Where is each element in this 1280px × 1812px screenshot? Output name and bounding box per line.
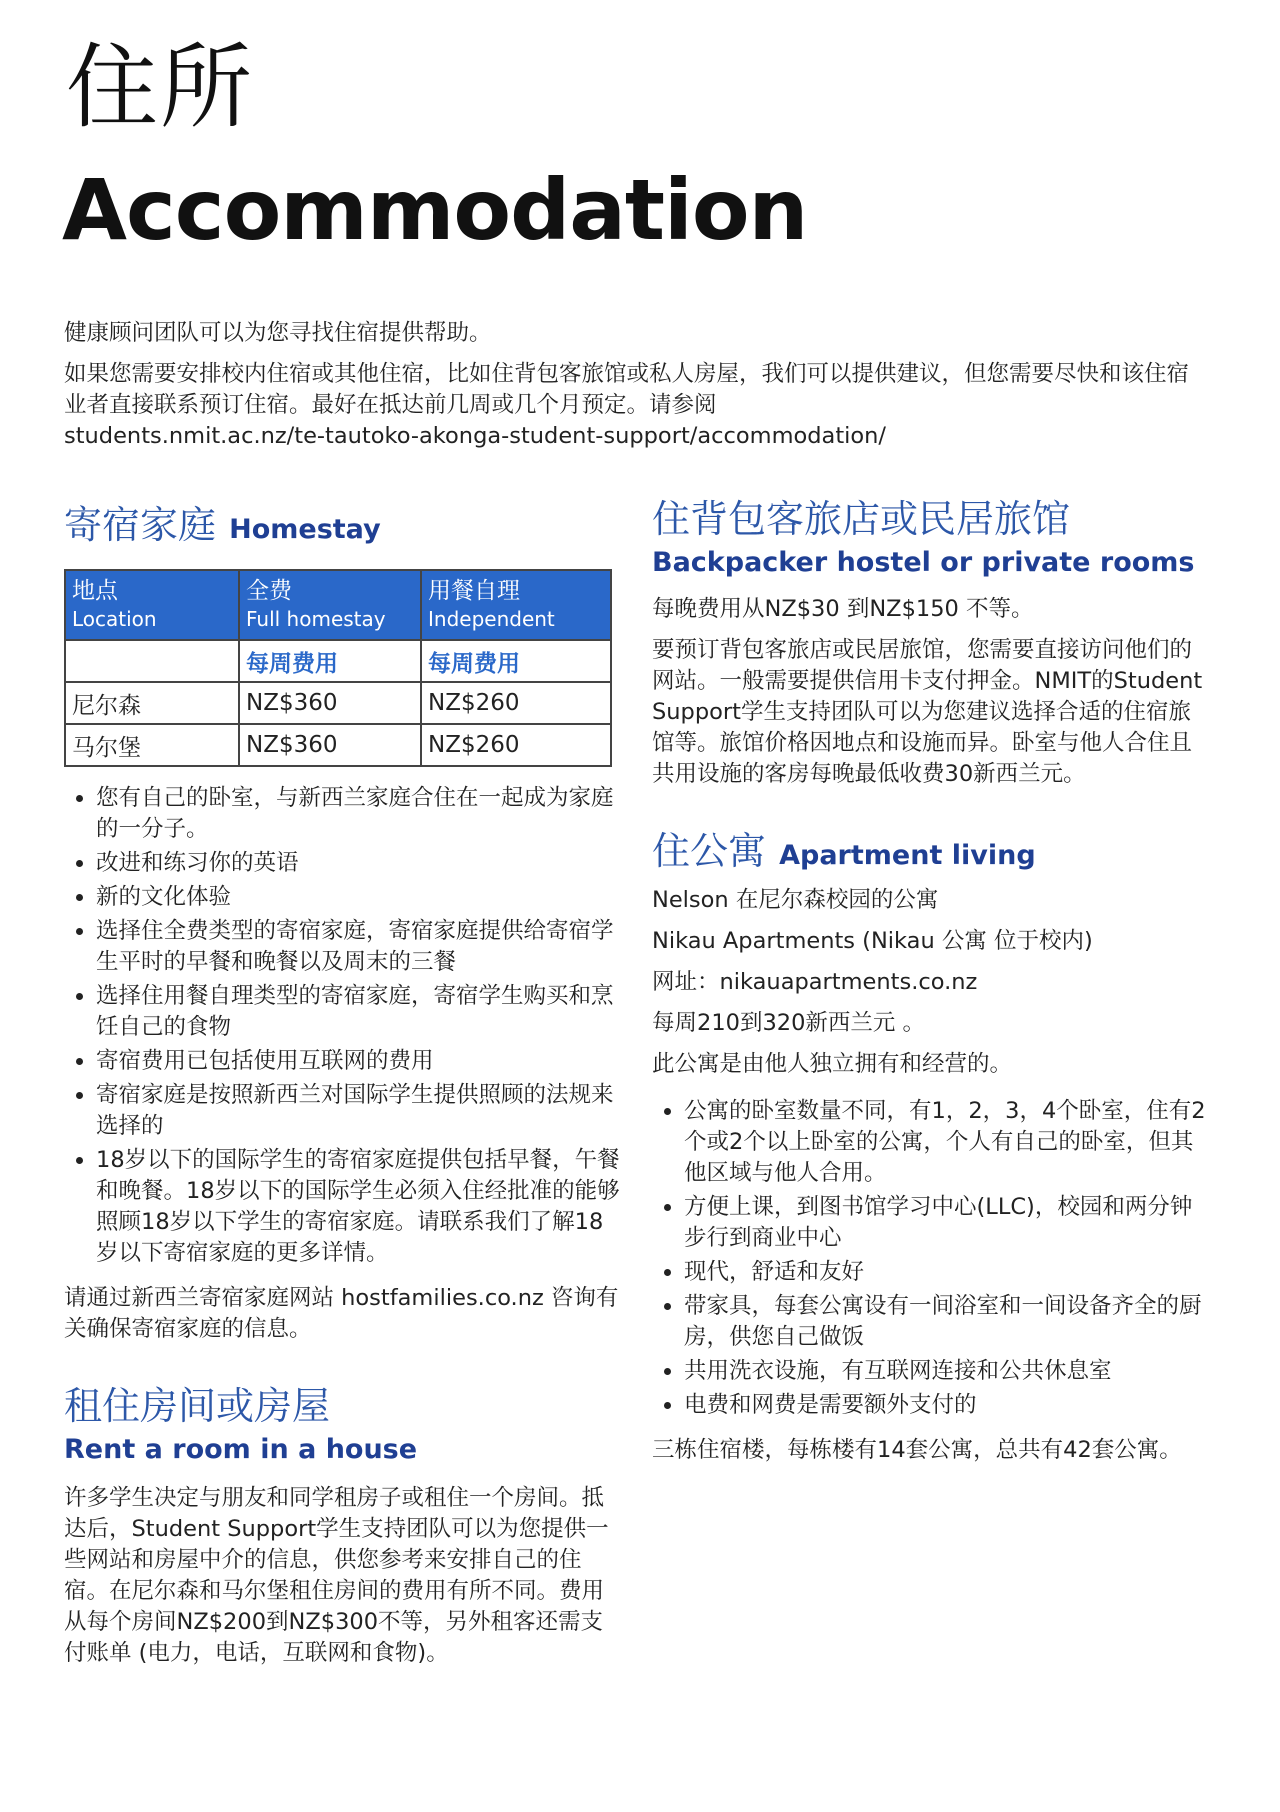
backpacker-heading	[652, 488, 1212, 578]
list-item: • 共用洗衣设施，有互联网连接和公共休息室	[684, 1356, 1212, 1387]
list-item: • 寄宿家庭是按照新西兰对国际学生提供照顾的法规来选择的	[96, 1080, 624, 1142]
left-column	[64, 494, 624, 1679]
row-independent: NZ$260	[421, 724, 611, 766]
subheader-weekly-full: 每周费用	[239, 640, 421, 682]
list-item: • 新的文化体验	[96, 882, 624, 913]
intro-paragraph-1: 健康顾问团队可以为您寻找住宿提供帮助。	[64, 320, 492, 346]
table-row	[65, 724, 611, 766]
list-item: • 选择住全费类型的寄宿家庭，寄宿家庭提供给寄宿学生平时的早餐和晚餐以及周末的三餐	[96, 916, 624, 978]
row-independent: NZ$260	[421, 682, 611, 724]
rent-text: 许多学生决定与朋友和同学租房子或租住一个房间。抵达后，Student Support学生支持团队可以为您提供一些网站和房屋中介的信息，供您参考来安排自己的住宿。在尼尔森和马尔堡租住房间的费用有所不同。费用从每个房间NZ$200到NZ$300不等，另外租客还需支付账单 (电力，电话，互联网和食物)。	[64, 1485, 609, 1666]
page-title-chinese: 住所	[66, 34, 255, 141]
list-item: • 方便上课，到图书馆学习中心(LLC)，校园和两分钟步行到商业中心	[684, 1192, 1212, 1254]
header-independent	[421, 570, 611, 640]
subheader-empty	[65, 640, 239, 682]
rent-heading-en: Rent a room in a house	[64, 1434, 418, 1465]
homestay-rates-table	[64, 569, 612, 767]
page-title-english: Accommodation	[62, 161, 808, 259]
list-item: • 选择住用餐自理类型的寄宿家庭，寄宿学生购买和烹饪自己的食物	[96, 981, 624, 1043]
apartment-line-5: 此公寓是由他人独立拥有和经营的。	[652, 1051, 1013, 1077]
header-location-en: Location	[72, 607, 157, 631]
table-header-row	[65, 570, 611, 640]
homestay-heading-cn: 寄宿家庭	[64, 503, 217, 547]
header-full-en: Full homestay	[246, 607, 386, 631]
apartment-heading-cn: 住公寓	[652, 829, 767, 873]
intro-url: students.nmit.ac.nz/te-tautoko-akonga-student-support/accommodation/	[64, 423, 886, 449]
apartment-heading-en: Apartment living	[779, 840, 1036, 871]
subheader-weekly-independent: 每周费用	[421, 640, 611, 682]
apartment-line-2: Nikau Apartments (Nikau 公寓 位于校内)	[652, 928, 1093, 954]
header-full	[239, 570, 421, 640]
table-row	[65, 682, 611, 724]
list-item: • 现代，舒适和友好	[684, 1257, 1212, 1288]
apartment-line-4: 每周210到320新西兰元 。	[652, 1010, 926, 1036]
backpacker-price: 每晚费用从NZ$30 到NZ$150 不等。	[652, 596, 1034, 622]
table-subheader-row	[65, 640, 611, 682]
header-independent-cn: 用餐自理	[428, 578, 520, 604]
homestay-heading-en: Homestay	[229, 514, 381, 545]
header-location	[65, 570, 239, 640]
backpacker-heading-en: Backpacker hostel or private rooms	[652, 547, 1195, 578]
row-full: NZ$360	[239, 682, 421, 724]
intro-paragraph-2-text: 如果您需要安排校内住宿或其他住宿，比如住背包客旅馆或私人房屋，我们可以提供建议，但您需要尽快和该住宿业者直接联系预订住宿。最好在抵达前几周或几个月预定。请参阅	[64, 361, 1190, 418]
row-location: 尼尔森	[65, 682, 239, 724]
right-column	[652, 488, 1212, 1476]
header-location-cn: 地点	[72, 578, 118, 604]
list-item: • 带家具，每套公寓设有一间浴室和一间设备齐全的厨房，供您自己做饭	[684, 1291, 1212, 1353]
homestay-bullets	[64, 783, 624, 1269]
apartment-line-3: 网址：nikauapartments.co.nz	[652, 969, 978, 995]
list-item: • 电费和网费是需要额外支付的	[684, 1390, 1212, 1421]
intro-section	[64, 318, 1204, 462]
list-item: • 您有自己的卧室，与新西兰家庭合住在一起成为家庭的一分子。	[96, 783, 624, 845]
rent-heading	[64, 1375, 624, 1465]
backpacker-heading-cn: 住背包客旅店或民居旅馆	[652, 497, 1071, 541]
homestay-heading	[64, 494, 624, 549]
row-location: 马尔堡	[65, 724, 239, 766]
header-full-cn: 全费	[246, 578, 292, 604]
list-item: • 公寓的卧室数量不同，有1，2，3，4个卧室，住有2个或2个以上卧室的公寓，个人有自己的卧室，但其他区域与他人合用。	[684, 1096, 1212, 1189]
list-item: • 寄宿费用已包括使用互联网的费用	[96, 1046, 624, 1077]
apartment-bullets	[652, 1096, 1212, 1421]
row-full: NZ$360	[239, 724, 421, 766]
backpacker-text: 要预订背包客旅店或民居旅馆，您需要直接访问他们的网站。一般需要提供信用卡支付押金。NMIT的Student Support学生支持团队可以为您建议选择合适的住宿旅馆等。旅馆价格因地点和设施而异。卧室与他人合住且共用设施的客房每晚最低收费30新西兰元。	[652, 637, 1203, 787]
apartment-line-1: Nelson 在尼尔森校园的公寓	[652, 887, 939, 913]
apartment-heading	[652, 820, 1212, 875]
header-independent-en: Independent	[428, 607, 555, 631]
rent-heading-cn: 租住房间或房屋	[64, 1384, 331, 1428]
intro-paragraph-2	[64, 359, 1204, 452]
apartment-footer: 三栋住宿楼，每栋楼有14套公寓，总共有42套公寓。	[652, 1437, 1182, 1463]
list-item: • 18岁以下的国际学生的寄宿家庭提供包括早餐，午餐和晚餐。18岁以下的国际学生必须入住经批准的能够照顾18岁以下学生的寄宿家庭。请联系我们了解18岁以下寄宿家庭的更多详情。	[96, 1145, 624, 1269]
homestay-note: 请通过新西兰寄宿家庭网站 hostfamilies.co.nz 咨询有关确保寄宿家庭的信息。	[64, 1285, 619, 1342]
list-item: • 改进和练习你的英语	[96, 848, 624, 879]
